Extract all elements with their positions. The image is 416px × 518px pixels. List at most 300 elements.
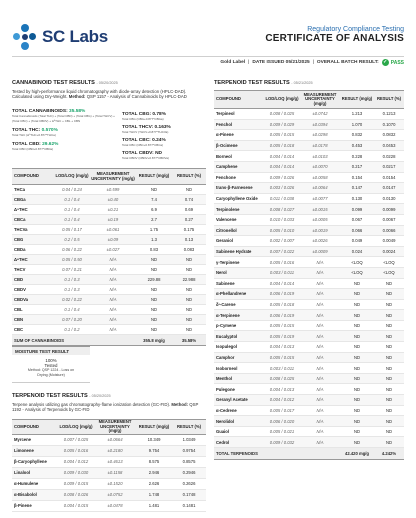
terpenoid-right-total-cell: 42.420 mg/g (340, 448, 374, 460)
terpenoid-right-cell: Valencene (214, 214, 264, 225)
terpenoid-right-row (214, 320, 404, 331)
cannabinoid-total-cell: 35.58% (172, 335, 206, 346)
terpenoid-right-cell: ±0.0064 (300, 183, 340, 194)
check-icon: ✓ (383, 59, 388, 65)
terpenoid-right-cell: ND (340, 352, 374, 363)
terpenoid-left-row (12, 445, 206, 456)
terpenoid-right-cell: ND (374, 310, 404, 321)
terpenoid-left-cell: ±0.0752 (94, 489, 136, 500)
terpenoid-right-cell: Pulegone (214, 384, 264, 395)
cannabinoid-cell: THCa (12, 185, 54, 195)
report-header (0, 0, 416, 76)
terpenoid-left-cell: 0.2946 (172, 467, 206, 478)
terpenoid-right-cell: ±0.0058 (300, 172, 340, 183)
terpenoid-right-row (214, 246, 404, 257)
terpenoid-right-cell: Nerol (214, 267, 264, 278)
overall-result-label: OVERALL BATCH RESULT: (316, 60, 379, 65)
terpenoid-left-cell: 0.2626 (172, 478, 206, 489)
cannabinoid-cell: 7.4 (136, 195, 172, 205)
terpenoid-right-cell: 0.228 (340, 151, 374, 162)
terpenoid-right-row (214, 172, 404, 183)
cannabinoid-totals (12, 109, 206, 167)
terpenoid-right-cell: ND (374, 331, 404, 342)
terpenoid-right-cell: ND (340, 416, 374, 427)
terpenoid-right-cell: 0.006 / 0.020 (264, 416, 300, 427)
terpenoid-right-col-header: RESULT (%) (374, 91, 404, 109)
terpenoid-right-cell: ND (374, 278, 404, 289)
terpenoid-left-cell: ±0.0664 (94, 434, 136, 445)
terpenoid-right-cell: 0.005 / 0.015 (264, 130, 300, 141)
terpenoid-right-cell: ND (340, 405, 374, 416)
terpenoid-right-cell: 0.009 / 0.029 (264, 119, 300, 130)
terpenoid-right-cell: <LOQ (374, 267, 404, 278)
terpenoid-right-row (214, 119, 404, 130)
terpenoid-right-row (214, 236, 404, 247)
terpenoid-right-cell: ND (374, 320, 404, 331)
terpenoid-right-test-date: - 05/21/2025 (291, 81, 313, 85)
total-cannabinoids: TOTAL CANNABINOIDS: 35.58% Total Cannabinoids (Total THC) + (Total CBD) + (Total CBG) + (Total THCV) + (Total CBC) + (Total CBDV) + Δ⁸THC + CBL + CBN (12, 109, 115, 124)
terpenoid-right-cell: 0.066 (340, 225, 374, 236)
terpenoid-right-cell: 0.009 / 0.026 (264, 172, 300, 183)
terpenoid-left-row (12, 467, 206, 478)
terpenoid-left-cell: ±0.1158 (94, 467, 136, 478)
terpenoid-right-cell: N/A (300, 426, 340, 437)
cannabinoid-cell: ND (136, 285, 172, 295)
cannabinoid-cell: 0.1 / 0.4 (54, 305, 90, 315)
terpenoid-right-cell: ND (374, 373, 404, 384)
cannabinoid-row (12, 245, 206, 255)
terpenoid-right-cell: 0.003 / 0.026 (264, 183, 300, 194)
terpenoid-left-cell: 1.481 (136, 500, 172, 511)
terpenoid-left-cell: ±0.2180 (94, 445, 136, 456)
terpenoid-right-row (214, 151, 404, 162)
total-thcv: TOTAL THCV: 0.163% Total THCV (THCV+0.877*THCVa) (122, 125, 171, 135)
terpenoid-right-cell: Terpinolene (214, 204, 264, 215)
terpenoid-right-cell: Geranyl Acetate (214, 395, 264, 406)
terpenoid-right-cell: ND (340, 373, 374, 384)
cannabinoid-cell: ND (172, 305, 206, 315)
terpenoid-right-cell: ±0.0005 (300, 214, 340, 225)
terpenoid-right-cell: ND (374, 405, 404, 416)
terpenoid-right-cell: 0.0099 (374, 204, 404, 215)
terpenoid-right-cell: N/A (300, 352, 340, 363)
terpenoid-right-cell: N/A (300, 267, 340, 278)
terpenoid-left-cell: 0.8575 (172, 456, 206, 467)
terpenoid-right-cell: N/A (300, 289, 340, 300)
cannabinoid-cell: ND (136, 255, 172, 265)
terpenoid-right-cell: N/A (300, 331, 340, 342)
terpenoid-right-cell: 0.004 / 0.013 (264, 342, 300, 353)
terpenoid-right-cell: 0.0130 (374, 193, 404, 204)
terpenoid-right-cell: ND (374, 289, 404, 300)
cannabinoid-col-header: LOD/LOQ (mg/g) (54, 169, 90, 185)
terpenoid-left-cell: 0.008 / 0.026 (58, 489, 94, 500)
terpenoid-left-col-header: COMPOUND (12, 420, 58, 435)
terpenoid-right-cell: ND (340, 395, 374, 406)
terpenoid-right-cell: 1.070 (340, 119, 374, 130)
terpenoid-right-cell: 0.1213 (374, 109, 404, 120)
terpenoid-right-row (214, 161, 404, 172)
total-cbc: TOTAL CBC: 0.24% Total CBC (CBC+0.877*CBCa) (122, 138, 166, 148)
cannabinoid-row (12, 205, 206, 215)
terpenoid-right-results-table (214, 90, 404, 460)
cannabinoid-cell: ND (136, 265, 172, 275)
terpenoid-right-cell: Camphene (214, 161, 264, 172)
cannabinoid-cell: 6.9 (136, 205, 172, 215)
cannabinoid-row (12, 215, 206, 225)
terpenoid-right-cell: ND (340, 426, 374, 437)
terpenoid-right-cell: 0.0024 (374, 246, 404, 257)
terpenoid-left-col-header: RESULT (%) (172, 420, 206, 435)
terpenoid-right-cell: ND (340, 384, 374, 395)
cannabinoid-cell: Δ⁹THC (12, 205, 54, 215)
cannabinoid-cell: THCVa (12, 225, 54, 235)
terpenoid-right-cell: ND (340, 342, 374, 353)
terpenoid-right-total-row (214, 448, 404, 460)
terpenoid-right-cell: ND (340, 278, 374, 289)
terpenoid-right-row (214, 363, 404, 374)
terpenoid-left-cell: 0.1481 (172, 500, 206, 511)
terpenoid-left-cell: Limonene (12, 445, 58, 456)
terpenoid-right-cell: 0.004 / 0.014 (264, 278, 300, 289)
cannabinoid-cell: CBDVa (12, 295, 54, 305)
terpenoid-right-cell: trans-β-Farnesene (214, 183, 264, 194)
cannabinoid-cell: CBGa (12, 195, 54, 205)
cannabinoid-cell: 0.1 / 0.4 (54, 215, 90, 225)
terpenoid-left-col-header: RESULT (mg/g) (136, 420, 172, 435)
terpenoid-right-cell: ND (340, 331, 374, 342)
terpenoid-right-cell: 0.004 / 0.014 (264, 151, 300, 162)
cannabinoid-cell: ±0.40 (90, 195, 136, 205)
terpenoid-left-cell: ±0.0478 (94, 500, 136, 511)
terpenoid-right-cell: γ-Terpinene (214, 257, 264, 268)
date-issued: DATE ISSUED 05/21/2025 (252, 60, 310, 65)
terpenoid-left-cell: 1.0349 (172, 434, 206, 445)
terpenoid-right-section-title: TERPENOID TEST RESULTS - 05/21/2025 (214, 80, 313, 86)
terpenoid-left-cell: β-Pinene (12, 500, 58, 511)
terpenoid-right-cell: N/A (300, 299, 340, 310)
terpenoid-right-cell: ND (374, 426, 404, 437)
terpenoid-left-row (12, 500, 206, 511)
terpenoid-left-cell: Linalool (12, 467, 58, 478)
terpenoid-left-cell: 0.009 / 0.030 (58, 467, 94, 478)
terpenoid-left-col-header: MEASUREMENT UNCERTAINTY (mg/g) (94, 420, 136, 435)
terpenoid-right-cell: N/A (300, 373, 340, 384)
terpenoid-right-cell: 0.010 / 0.033 (264, 214, 300, 225)
terpenoid-right-cell: ND (374, 299, 404, 310)
cannabinoid-cell: ND (136, 325, 172, 335)
header-subtitle: Regulatory Compliance Testing (307, 26, 404, 33)
terpenoid-right-row (214, 299, 404, 310)
moisture-section-title: MOISTURE TEST RESULT (12, 346, 90, 355)
terpenoid-right-cell: 0.004 / 0.013 (264, 384, 300, 395)
terpenoid-right-row (214, 437, 404, 448)
terpenoid-left-row (12, 489, 206, 500)
terpenoid-right-cell: 0.154 (340, 172, 374, 183)
terpenoid-right-cell: 0.002 / 0.007 (264, 236, 300, 247)
terpenoid-right-cell: ±0.0009 (300, 246, 340, 257)
cannabinoid-col-header: MEASUREMENT UNCERTAINTY (mg/g) (90, 169, 136, 185)
terpenoid-right-row (214, 352, 404, 363)
terpenoid-left-cell: 0.009 / 0.015 (58, 478, 94, 489)
moisture-method: Method: QSP 1224 - Loss on Drying (Moisture) (27, 368, 75, 377)
terpenoid-right-cell: 0.067 (340, 214, 374, 225)
cannabinoid-cell: ND (172, 295, 206, 305)
terpenoid-right-cell: ±0.0394 (300, 119, 340, 130)
cannabinoid-row (12, 265, 206, 275)
terpenoid-right-cell: δ³-Carene (214, 299, 264, 310)
terpenoid-right-cell: N/A (300, 342, 340, 353)
cannabinoid-cell: 0.02 / 0.22 (54, 295, 90, 305)
terpenoid-right-cell: Caryophyllene Oxide (214, 193, 264, 204)
cannabinoid-cell: ±0.027 (90, 245, 136, 255)
cannabinoid-cell: N/A (90, 305, 136, 315)
cannabinoid-cell: THCV (12, 265, 54, 275)
cannabinoid-total-cell: 355.8 mg/g (136, 335, 172, 346)
terpenoid-right-row (214, 395, 404, 406)
terpenoid-right-row (214, 289, 404, 300)
cannabinoid-cell: 0.74 (172, 195, 206, 205)
cannabinoid-cell: N/A (90, 265, 136, 275)
terpenoid-right-cell: ±0.0019 (300, 225, 340, 236)
terpenoid-right-row (214, 331, 404, 342)
cannabinoid-cell: ND (136, 185, 172, 195)
cannabinoid-row (12, 275, 206, 285)
terpenoid-right-col-header: COMPOUND (214, 91, 264, 109)
cannabinoid-cell: 0.1 / 0.3 (54, 275, 90, 285)
cannabinoid-cell: 0.27 (172, 215, 206, 225)
cannabinoid-cell: 0.05 / 0.50 (54, 255, 90, 265)
cannabinoid-row (12, 305, 206, 315)
terpenoid-right-row (214, 416, 404, 427)
terpenoid-right-cell: Borneol (214, 151, 264, 162)
cannabinoid-cell: N/A (90, 275, 136, 285)
cannabinoid-cell: ND (172, 285, 206, 295)
terpenoid-left-cell: 0.007 / 0.025 (58, 434, 94, 445)
terpenoid-right-cell: α-Phellandrene (214, 289, 264, 300)
terpenoid-left-cell: 0.1748 (172, 489, 206, 500)
cannabinoid-total-row (12, 335, 206, 346)
cannabinoid-cell: N/A (90, 315, 136, 325)
cannabinoid-cell: CBCa (12, 215, 54, 225)
cannabinoid-row (12, 235, 206, 245)
terpenoid-right-cell: Geraniol (214, 236, 264, 247)
cannabinoid-results-table (12, 168, 206, 346)
terpenoid-right-cell: 0.005 / 0.017 (264, 405, 300, 416)
cannabinoid-total-cell: SUM OF CANNABINOIDS (12, 335, 136, 346)
terpenoid-right-col-header: RESULT (mg/g) (340, 91, 374, 109)
terpenoid-right-cell: 0.006 / 0.019 (264, 289, 300, 300)
cannabinoid-cell: 229.88 (136, 275, 172, 285)
terpenoid-right-cell: 0.005 / 0.021 (264, 426, 300, 437)
terpenoid-right-row (214, 342, 404, 353)
cannabinoid-cell: 0.2 / 0.5 (54, 235, 90, 245)
terpenoid-right-cell: 0.217 (340, 161, 374, 172)
cannabinoid-cell: 0.07 / 0.21 (54, 265, 90, 275)
terpenoid-right-cell: 0.453 (340, 140, 374, 151)
terpenoid-right-cell: α-Cedrene (214, 405, 264, 416)
terpenoid-right-cell: α-Terpinene (214, 310, 264, 321)
cannabinoid-cell: 1.3 (136, 235, 172, 245)
cannabinoid-cell: 0.1 / 0.4 (54, 205, 90, 215)
cannabinoid-cell: ND (136, 305, 172, 315)
terpenoid-right-cell: N/A (300, 384, 340, 395)
terpenoid-right-row (214, 193, 404, 204)
cannabinoid-row (12, 255, 206, 265)
terpenoid-right-row (214, 225, 404, 236)
terpenoid-right-row (214, 204, 404, 215)
terpenoid-right-cell: Cedrol (214, 437, 264, 448)
terpenoid-right-cell: <LOQ (340, 267, 374, 278)
terpenoid-left-cell: 1.748 (136, 489, 172, 500)
cannabinoid-col-header: RESULT (%) (172, 169, 206, 185)
cannabinoid-cell: 0.13 (172, 235, 206, 245)
terpenoid-left-section-title: TERPENOID TEST RESULTS - 05/20/2025 (12, 393, 111, 399)
terpenoid-left-cell: 10.349 (136, 434, 172, 445)
terpenoid-right-cell: β-Ocimene (214, 140, 264, 151)
terpenoid-right-cell: Isopulegol (214, 342, 264, 353)
terpenoid-right-cell: ±0.0026 (300, 236, 340, 247)
cannabinoid-cell: 0.05 / 0.17 (54, 225, 90, 235)
cannabinoid-section-title: CANNABINOID TEST RESULTS - 05/20/2025 (12, 80, 118, 86)
terpenoid-right-cell: 0.024 (340, 246, 374, 257)
cannabinoid-cell: 1.75 (136, 225, 172, 235)
terpenoid-right-row (214, 130, 404, 141)
brand-logo (12, 24, 108, 50)
total-cbd: TOTAL CBD: 29.62% Total CBD (CBD+0.877*CBDa) (12, 142, 59, 152)
terpenoid-left-cell: Myrcene (12, 434, 58, 445)
terpenoid-right-cell: 0.005 / 0.010 (264, 225, 300, 236)
terpenoid-right-cell: ND (340, 320, 374, 331)
terpenoid-right-cell: N/A (300, 278, 340, 289)
terpenoid-right-cell: 0.011 / 0.038 (264, 193, 300, 204)
cannabinoid-row (12, 185, 206, 195)
cannabinoid-row (12, 295, 206, 305)
terpenoid-left-row (12, 478, 206, 489)
terpenoid-right-cell: ±0.0103 (300, 151, 340, 162)
batch-label: Gold Label (220, 60, 246, 65)
terpenoid-left-cell: α-Humulene (12, 478, 58, 489)
terpenoid-right-row (214, 183, 404, 194)
terpenoid-right-cell: Fenchone (214, 172, 264, 183)
terpenoid-right-cell: 0.005 / 0.015 (264, 352, 300, 363)
terpenoid-right-cell: <LOQ (374, 257, 404, 268)
terpenoid-right-cell: ±0.0742 (300, 109, 340, 120)
overall-result-value: PASS (390, 59, 404, 66)
terpenoid-right-cell: 0.003 / 0.011 (264, 363, 300, 374)
terpenoid-left-cell: α-Bisabolol (12, 489, 58, 500)
terpenoid-right-cell: N/A (300, 257, 340, 268)
cannabinoid-cell: 0.69 (172, 205, 206, 215)
terpenoid-right-cell: Menthol (214, 373, 264, 384)
batch-info: Gold Label | DATE ISSUED 05/21/2025 | OVERALL BATCH RESULT: ✓ PASS (220, 59, 404, 66)
terpenoid-left-results-table (12, 419, 206, 512)
cannabinoid-cell: ND (136, 315, 172, 325)
terpenoid-right-cell: N/A (300, 416, 340, 427)
terpenoid-right-row (214, 373, 404, 384)
cannabinoid-cell: CBL (12, 305, 54, 315)
terpenoid-right-cell: 0.005 / 0.015 (264, 320, 300, 331)
cannabinoid-cell: 0.1 / 0.2 (54, 325, 90, 335)
terpenoid-description: Terpene analysis utilizing gas chromatography-flame ionization detection (GC-FID). Method: QSP 1192 - Analysis of Terpenoids by GC-FID (12, 402, 199, 413)
terpenoid-right-cell: Terpineol (214, 109, 264, 120)
terpenoid-right-cell: ±0.0015 (300, 204, 340, 215)
cannabinoid-cell: ND (172, 315, 206, 325)
terpenoid-right-cell: ND (374, 363, 404, 374)
terpenoid-right-cell: 0.003 / 0.011 (264, 267, 300, 278)
cannabinoid-col-header: RESULT (mg/g) (136, 169, 172, 185)
document-title: CERTIFICATE OF ANALYSIS (265, 33, 404, 44)
terpenoid-right-cell: ND (374, 416, 404, 427)
terpenoid-right-row (214, 140, 404, 151)
terpenoid-right-cell: 0.005 / 0.018 (264, 299, 300, 310)
terpenoid-right-cell: 0.008 / 0.025 (264, 109, 300, 120)
terpenoid-right-cell: ±0.0298 (300, 130, 340, 141)
terpenoid-right-cell: α-Pinene (214, 130, 264, 141)
terpenoid-right-row (214, 267, 404, 278)
cannabinoid-cell: CBD (12, 275, 54, 285)
terpenoid-right-cell: N/A (300, 320, 340, 331)
terpenoid-right-col-header: LOD/LOQ (mg/g) (264, 91, 300, 109)
terpenoid-left-cell: ±0.4613 (94, 456, 136, 467)
terpenoid-right-cell: N/A (300, 437, 340, 448)
terpenoid-right-cell: 0.099 (340, 204, 374, 215)
cannabinoid-cell: ND (172, 325, 206, 335)
terpenoid-right-row (214, 257, 404, 268)
terpenoid-right-cell: 0.832 (340, 130, 374, 141)
moisture-result (12, 355, 90, 383)
terpenoid-right-row (214, 405, 404, 416)
terpenoid-right-cell: 0.0154 (374, 172, 404, 183)
terpenoid-right-cell: 0.0067 (374, 214, 404, 225)
sc-labs-logo-icon (12, 24, 38, 50)
cannabinoid-cell: CBDV (12, 285, 54, 295)
cannabinoid-cell: ND (172, 265, 206, 275)
cannabinoid-cell: 0.1 / 0.3 (54, 285, 90, 295)
terpenoid-left-row (12, 456, 206, 467)
cannabinoid-col-header: COMPOUND (12, 169, 54, 185)
cannabinoid-cell: 0.175 (172, 225, 206, 235)
terpenoid-right-cell: Sabinene Hydrate (214, 246, 264, 257)
total-thc: TOTAL THC: 0.570% Total THC (Δ⁹THC+0.877*THCa) (12, 128, 58, 138)
terpenoid-right-cell: <LOQ (340, 257, 374, 268)
terpenoid-right-col-header: MEASUREMENT UNCERTAINTY (mg/g) (300, 91, 340, 109)
moisture-value: 100% (45, 358, 57, 363)
terpenoid-right-cell: 0.0453 (374, 140, 404, 151)
terpenoid-right-cell: 0.009 / 0.032 (264, 437, 300, 448)
terpenoid-right-cell: 0.004 / 0.012 (264, 395, 300, 406)
moisture-status: Tested (44, 363, 58, 368)
cannabinoid-cell: ±0.061 (90, 225, 136, 235)
terpenoid-right-cell: 0.147 (340, 183, 374, 194)
cannabinoid-cell: 0.1 / 0.4 (54, 195, 90, 205)
cannabinoid-cell: ND (172, 255, 206, 265)
cannabinoid-cell: 2.7 (136, 215, 172, 225)
cannabinoid-row (12, 285, 206, 295)
terpenoid-left-cell: 8.575 (136, 456, 172, 467)
terpenoid-left-cell: 2.626 (136, 478, 172, 489)
cannabinoid-cell: ±0.599 (90, 185, 136, 195)
terpenoid-right-row (214, 426, 404, 437)
cannabinoid-cell: CBN (12, 315, 54, 325)
terpenoid-left-row (12, 434, 206, 445)
cannabinoid-row (12, 315, 206, 325)
terpenoid-right-cell: ND (374, 342, 404, 353)
cannabinoid-cell: N/A (90, 325, 136, 335)
terpenoid-right-cell: 0.005 / 0.019 (264, 331, 300, 342)
terpenoid-right-cell: 0.0228 (374, 151, 404, 162)
terpenoid-left-cell: ±0.1520 (94, 478, 136, 489)
